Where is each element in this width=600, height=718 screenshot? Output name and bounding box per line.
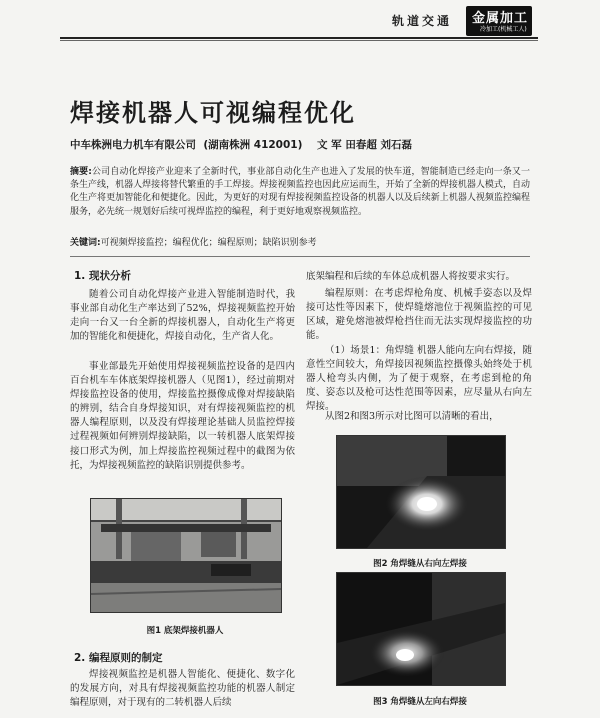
section-2-paragraph-1: 焊接视频监控是机器人智能化、便捷化、数字化的发展方向，对具有焊接视频监控功能的机器人制定编程原则，对于现有的二转机器人后续 (70, 669, 295, 709)
affiliation-location: (湖南株洲 412001) (203, 139, 303, 151)
figure-3-photo (336, 572, 506, 686)
section-1-paragraph-2: 事业部最先开始使用焊接视频监控设备的是四内百台机车车体底架焊接机器人（见图1），经过前期对焊接监控设备的使用，焊接监控摄像成像对焊接缺陷的辨别，结合自身焊接知识，对有焊接视频监控的机器人编程原则，以及没有焊接理论基础人员监控焊接过程视频如何辨别焊接缺陷，以一转机器人底架焊接接口形式为例，加上焊接监控视频过程中的截图为依托，为焊接视频监控的缺陷识别提供参考。 (70, 361, 295, 471)
right-paragraph-2: （1）场景1：角焊缝 机器人能向左向右焊接，随意性空间较大，角焊接因视频监控摄像头始终处于机器人枪弯头内侧，为了便于观察，在考虑到枪的角度、姿态以及枪可达性范围等因素，应尽量从右向左焊接。 (306, 345, 532, 413)
keywords-text: 可视频焊接监控；编程优化；编程原则；缺陷识别参考 (100, 238, 317, 248)
figure-1-photo (90, 498, 282, 613)
journal-logo (466, 6, 532, 36)
figure-3-caption: 图3 角焊缝从左向右焊接 (373, 697, 467, 707)
abstract-separator (70, 256, 530, 257)
journal-name: 轨道交通 (392, 14, 453, 28)
figure-1-caption: 图1 底架焊接机器人 (146, 626, 224, 636)
keywords (70, 237, 530, 250)
right-paragraph-3: 从图2和图3所示对比图可以清晰的看出， (325, 411, 499, 422)
section-1-heading: 1. 现状分析 (74, 270, 131, 282)
figure-1-image (91, 499, 281, 612)
abstract (70, 166, 530, 219)
abstract-label: 摘要: (70, 167, 92, 177)
figure-2-photo (336, 435, 506, 549)
right-paragraph-0: 底架编程和后续的车体总成机器人将按要求实行。 (306, 271, 516, 282)
abstract-text: 公司自动化焊接产业迎来了全新时代，事业部自动化生产也进入了发展的快车道，智能制造已经走向一条又一条生产线，机器人焊接将替代繁重的手工焊接。焊接视频监控也因此应运而生，开始了全新的焊接机器人模式，自动化生产将更加智能化和便捷化。因此，为更好的对现有焊接视频监控设备的机器人以及后续新上机器人视频监控编程服务，必先统一规划好后续可视焊监控的编程，利于更好地观察视频监控。 (70, 167, 530, 217)
logo-sub-text: 冷加工(机械工人) (480, 26, 527, 33)
affiliation: 中车株洲电力机车有限公司 (70, 139, 196, 151)
figure-3-image (337, 573, 505, 685)
paper-title: 焊接机器人可视编程优化 (70, 99, 356, 127)
logo-main-text: 金属加工 (472, 11, 529, 26)
author-line (70, 137, 412, 152)
header-rule-thin (60, 40, 538, 41)
section-2-heading: 2. 编程原则的制定 (74, 652, 163, 664)
header-rule (60, 37, 538, 39)
figure-2-caption: 图2 角焊缝从右向左焊接 (373, 559, 467, 569)
author-names: 文 军 田春超 刘石磊 (317, 139, 412, 151)
section-1-paragraph-1: 随着公司自动化焊接产业进入智能制造时代，我事业部自动化生产率达到了52%，焊接视频监控开始走向一台又一台全新的焊接机器人，自动化生产将更加的智能化和便捷化，焊接自动化，生产省人化。 (70, 289, 295, 343)
figure-2-image (337, 436, 505, 548)
right-paragraph-1: 编程原则：在考虑焊枪角度、机械手姿态以及焊接可达性等因素下，使焊缝熔池位于视频监控的可见区域，避免熔池被焊枪挡住而无法实现焊接监控的功能。 (306, 288, 532, 342)
keywords-label: 关键词: (70, 238, 101, 248)
